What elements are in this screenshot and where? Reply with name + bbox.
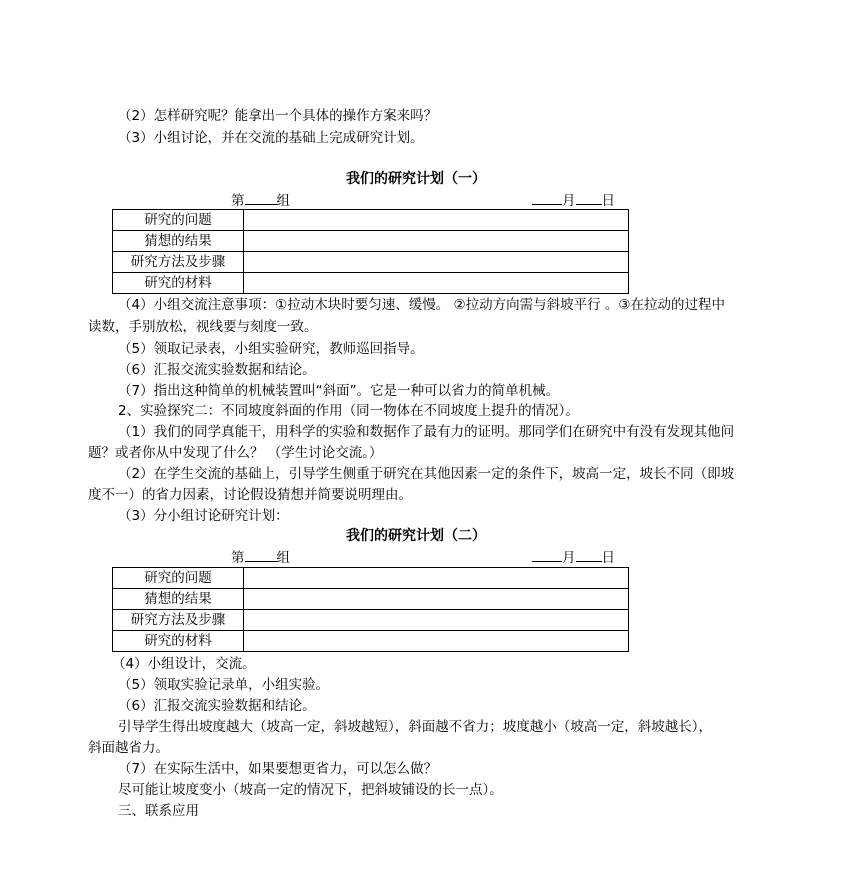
plan2-title: 我们的研究计划（二） <box>346 528 486 544</box>
plan2-row-label: 研究方法及步骤 <box>113 610 244 631</box>
plan2-row-label: 研究的问题 <box>113 568 244 589</box>
table-row <box>113 252 629 273</box>
plan1-group-blank[interactable] <box>245 190 277 205</box>
plan1-title: 我们的研究计划（一） <box>346 171 486 187</box>
plan1-group-prefix: 第 <box>231 193 245 209</box>
plan1-table <box>112 209 629 294</box>
plan1-month-blank[interactable] <box>532 190 562 205</box>
answer-text: 尽可能让坡度变小（坡高一定的情况下，把斜坡铺设的长一点）。 <box>118 782 503 798</box>
paragraph-4b: 读数，手别放松，视线要与刻度一致。 <box>88 319 318 335</box>
plan1-row-field[interactable] <box>244 210 629 231</box>
paragraph-2: （2）怎样研究呢？能拿出一个具体的操作方案来吗？ <box>118 108 438 124</box>
plan2-row-field[interactable] <box>244 589 629 610</box>
plan1-row-field[interactable] <box>244 252 629 273</box>
plan2-row-field[interactable] <box>244 568 629 589</box>
plan1-row-label: 研究的材料 <box>113 273 244 294</box>
plan2-group-suffix: 组 <box>276 550 290 566</box>
plan2-date-line <box>532 547 615 567</box>
guide-text-a: 引导学生得出坡度越大（坡高一定，斜坡越短），斜面越不省力；坡度越小（坡高一定，斜坡越长）， <box>118 719 712 735</box>
plan2-row-field[interactable] <box>244 610 629 631</box>
guide-text-b: 斜面越省力。 <box>88 740 169 756</box>
plan2-row-label: 研究的材料 <box>113 631 244 652</box>
plan1-day-label: 日 <box>601 193 615 209</box>
paragraph-b4: （4）小组设计，交流。 <box>112 656 256 672</box>
paragraph-b5: （5）领取实验记录单，小组实验。 <box>118 677 330 693</box>
table-row <box>113 589 629 610</box>
question-2a: （2）在学生交流的基础上，引导学生侧重于研究在其他因素一定的条件下，坡高一定，坡长不同（即坡 <box>118 466 735 482</box>
plan1-month-label: 月 <box>562 193 576 209</box>
plan2-group-blank[interactable] <box>245 547 277 562</box>
question-3: （3）分小组讨论研究计划： <box>118 508 289 524</box>
plan2-table <box>112 567 629 652</box>
plan1-date-line <box>532 190 615 210</box>
table-row <box>113 273 629 294</box>
plan2-month-blank[interactable] <box>532 547 562 562</box>
paragraph-5: （5）领取记录表，小组实验研究，教师巡回指导。 <box>118 341 424 357</box>
plan2-row-label: 猜想的结果 <box>113 589 244 610</box>
plan1-row-field[interactable] <box>244 231 629 252</box>
table-row <box>113 231 629 252</box>
paragraph-4a: （4）小组交流注意事项：①拉动木块时要匀速、缓慢。 ②拉动方向需与斜坡平行 。③在拉动的过程中 <box>118 297 725 313</box>
paragraph-b7: （7）在实际生活中，如果要想更省力，可以怎么做？ <box>118 761 438 777</box>
plan2-group-prefix: 第 <box>231 550 245 566</box>
paragraph-b6: （6）汇报交流实验数据和结论。 <box>118 698 316 714</box>
plan1-group-line <box>231 190 290 210</box>
table-row <box>113 568 629 589</box>
paragraph-3: （3）小组讨论，并在交流的基础上完成研究计划。 <box>118 130 424 146</box>
table-row <box>113 631 629 652</box>
table-row <box>113 210 629 231</box>
table-row <box>113 610 629 631</box>
question-1b: 题？或者你从中发现了什么？ （学生讨论交流。） <box>88 445 383 461</box>
plan1-group-suffix: 组 <box>276 193 290 209</box>
paragraph-7: （7）指出这种简单的机械装置叫“斜面”。它是一种可以省力的简单机械。 <box>118 383 560 399</box>
plan1-day-blank[interactable] <box>576 190 602 205</box>
question-2b: 度不一）的省力因素，讨论假设猜想并简要说明理由。 <box>88 487 412 503</box>
plan2-day-blank[interactable] <box>576 547 602 562</box>
plan2-month-label: 月 <box>562 550 576 566</box>
plan1-row-label: 猜想的结果 <box>113 231 244 252</box>
plan2-day-label: 日 <box>601 550 615 566</box>
paragraph-6: （6）汇报交流实验数据和结论。 <box>118 362 316 378</box>
plan2-group-line <box>231 547 290 567</box>
plan1-row-label: 研究的问题 <box>113 210 244 231</box>
experiment-2-heading: 2、实验探究二：不同坡度斜面的作用（同一物体在不同坡度上提升的情况）。 <box>118 403 579 419</box>
plan1-row-label: 研究方法及步骤 <box>113 252 244 273</box>
question-1a: （1）我们的同学真能干，用科学的实验和数据作了最有力的证明。那同学们在研究中有没有发现其他问 <box>118 424 735 440</box>
plan2-row-field[interactable] <box>244 631 629 652</box>
plan1-row-field[interactable] <box>244 273 629 294</box>
section-3-heading: 三、联系应用 <box>118 803 199 819</box>
